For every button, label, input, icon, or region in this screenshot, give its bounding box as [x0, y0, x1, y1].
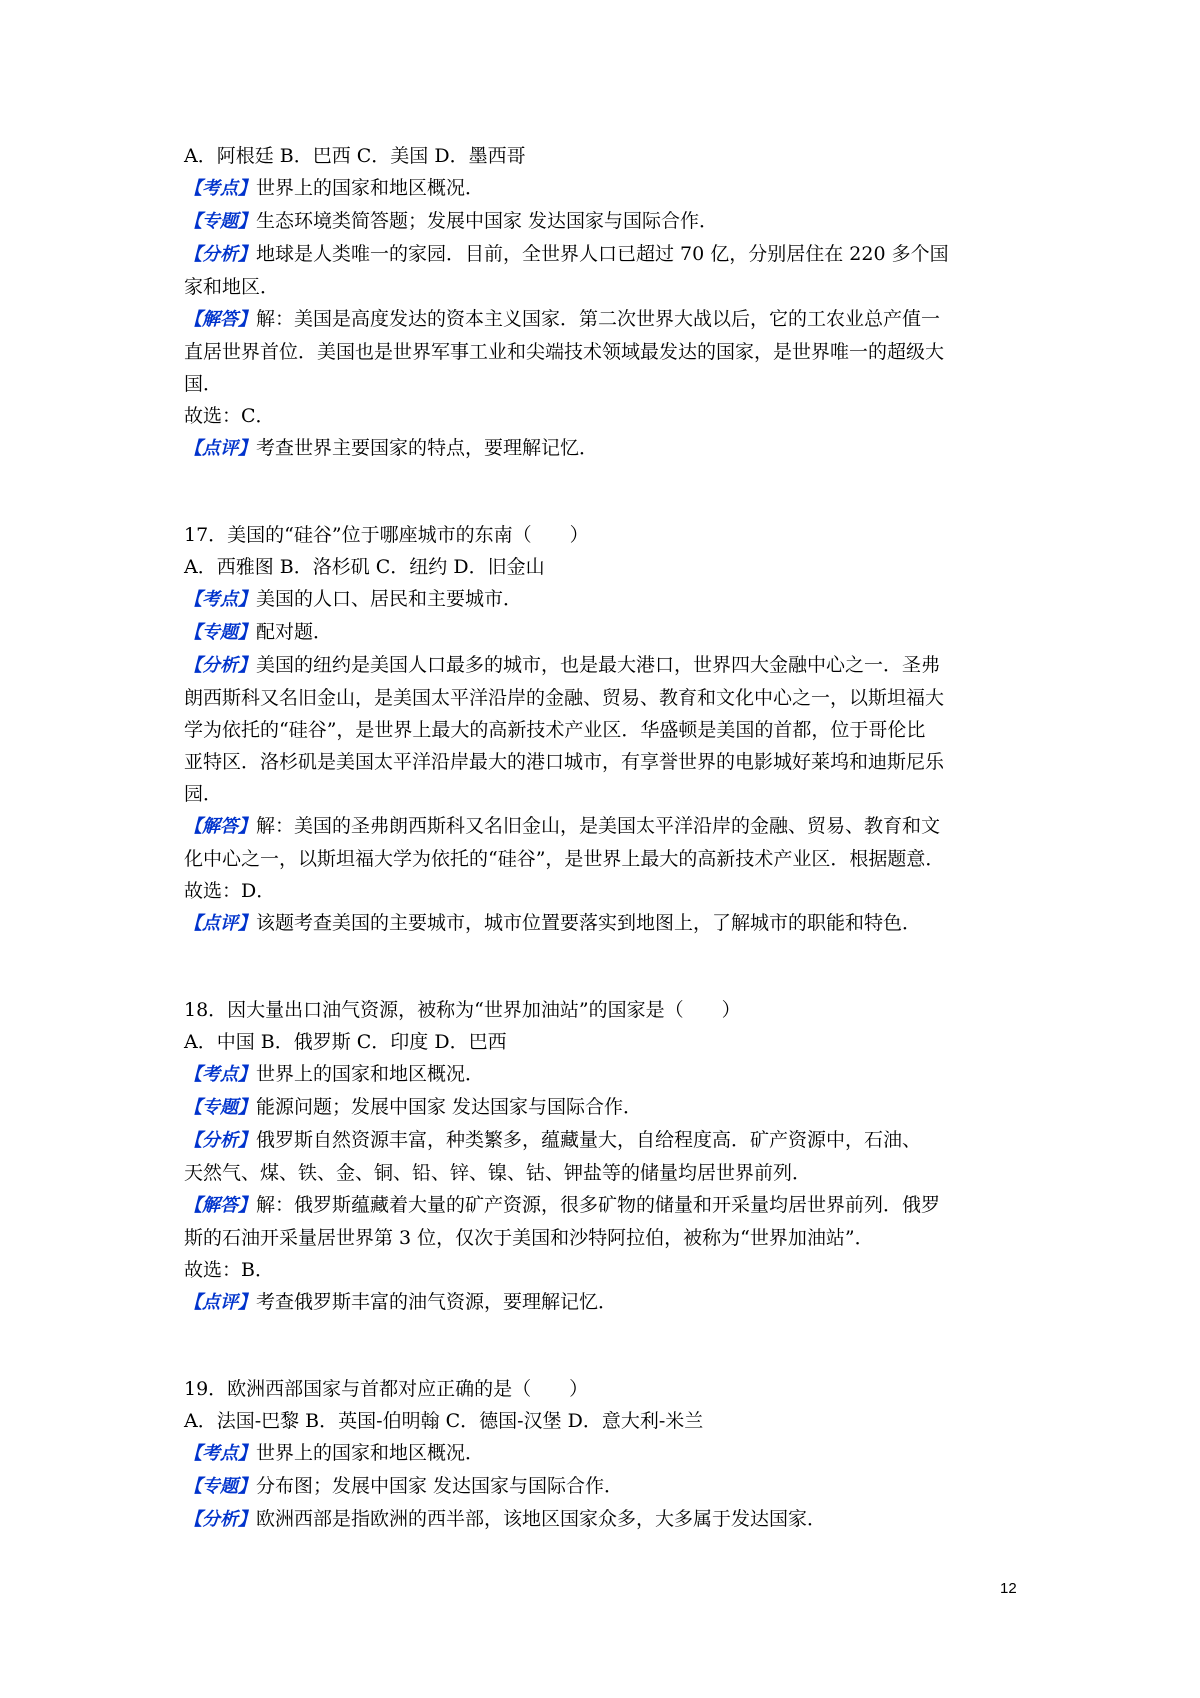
q17-kaodian-text: 美国的人口、居民和主要城市． [256, 588, 523, 610]
fenxi-tag: 【分析】 [184, 655, 256, 676]
page-content [184, 140, 1030, 1536]
q17-zhuanti [184, 616, 1030, 649]
jieda-tag: 【解答】 [184, 816, 256, 837]
kaodian-tag: 【考点】 [184, 1443, 256, 1464]
q17-dianping-text: 该题考查美国的主要城市，城市位置要落实到地图上，了解城市的职能和特色． [256, 912, 922, 934]
q16-jieda-line: 直居世界首位．美国也是世界军事工业和尖端技术领域最发达的国家，是世界唯一的超级大 [184, 341, 945, 363]
jieda-tag: 【解答】 [184, 1195, 256, 1216]
q17-dianping [184, 907, 1030, 940]
q18-dianping-text: 考查俄罗斯丰富的油气资源，要理解记忆． [256, 1291, 618, 1313]
q16-fenxi-line: 地球是人类唯一的家园．目前，全世界人口已超过 70 亿，分别居住在 220 多个国 [256, 243, 949, 265]
q17-answer: 故选：D． [184, 880, 276, 902]
kaodian-tag: 【考点】 [184, 1064, 256, 1085]
q17-zhuanti-text: 配对题． [256, 621, 333, 643]
q17-jieda-line: 解：美国的圣弗朗西斯科又名旧金山，是美国太平洋沿岸的金融、贸易、教育和文 [256, 815, 941, 837]
q16-answer: 故选：C． [184, 405, 275, 427]
q16-kaodian-text: 世界上的国家和地区概况． [256, 177, 485, 199]
q19-fenxi [184, 1503, 1030, 1536]
q19-question: 19．欧洲西部国家与首都对应正确的是（ ） [184, 1378, 589, 1400]
dianping-tag: 【点评】 [184, 913, 256, 934]
q18-fenxi-line: 俄罗斯自然资源丰富，种类繁多，蕴藏量大，自给程度高．矿产资源中，石油、 [256, 1129, 922, 1151]
q17-fenxi [184, 649, 1030, 682]
q17-fenxi-line: 美国的纽约是美国人口最多的城市，也是最大港口，世界四大金融中心之一．圣弗 [256, 654, 941, 676]
kaodian-tag: 【考点】 [184, 589, 256, 610]
q16-zhuanti-text: 生态环境类简答题；发展中国家 发达国家与国际合作． [256, 210, 719, 232]
q17-jieda [184, 810, 1030, 843]
dianping-tag: 【点评】 [184, 438, 256, 459]
q18-jieda-line: 解：俄罗斯蕴藏着大量的矿产资源，很多矿物的储量和开采量均居世界前列．俄罗 [256, 1194, 941, 1216]
q16-options: A．阿根廷 B．巴西 C．美国 D．墨西哥 [184, 145, 526, 167]
q18-zhuanti [184, 1091, 1030, 1124]
zhuanti-tag: 【专题】 [184, 622, 256, 643]
zhuanti-tag: 【专题】 [184, 211, 256, 232]
q16-dianping [184, 432, 1030, 465]
q19-options: A．法国-巴黎 B．英国-伯明翰 C．德国-汉堡 D．意大利-米兰 [184, 1410, 704, 1432]
kaodian-tag: 【考点】 [184, 178, 256, 199]
q19-fenxi-line: 欧洲西部是指欧洲的西半部，该地区国家众多，大多属于发达国家． [256, 1508, 827, 1530]
q17-fenxi-line: 亚特区．洛杉矶是美国太平洋沿岸最大的港口城市，有享誉世界的电影城好莱坞和迪斯尼乐 [184, 751, 945, 773]
page-number: 12 [1000, 1580, 1017, 1597]
q19-kaodian [184, 1437, 1030, 1470]
q18-dianping [184, 1286, 1030, 1319]
q16-jieda-line: 解：美国是高度发达的资本主义国家．第二次世界大战以后，它的工农业总产值一 [256, 308, 941, 330]
q18-question: 18．因大量出口油气资源，被称为“世界加油站”的国家是（ ） [184, 999, 741, 1021]
q18-zhuanti-text: 能源问题；发展中国家 发达国家与国际合作． [256, 1096, 643, 1118]
q18-kaodian-text: 世界上的国家和地区概况． [256, 1063, 485, 1085]
q17-kaodian [184, 583, 1030, 616]
zhuanti-tag: 【专题】 [184, 1476, 256, 1497]
q19-kaodian-text: 世界上的国家和地区概况． [256, 1442, 485, 1464]
q18-answer: 故选：B． [184, 1259, 274, 1281]
q17-fenxi-line: 园． [184, 783, 223, 805]
q18-options: A．中国 B．俄罗斯 C．印度 D．巴西 [184, 1031, 507, 1053]
q16-kaodian [184, 172, 1030, 205]
dianping-tag: 【点评】 [184, 1292, 256, 1313]
q17-fenxi-line: 朗西斯科又名旧金山，是美国太平洋沿岸的金融、贸易、教育和文化中心之一，以斯坦福大 [184, 687, 945, 709]
q17-options: A．西雅图 B．洛杉矶 C．纽约 D．旧金山 [184, 556, 545, 578]
q18-fenxi [184, 1124, 1030, 1157]
q17-question: 17．美国的“硅谷”位于哪座城市的东南（ ） [184, 524, 589, 546]
q19-zhuanti [184, 1470, 1030, 1503]
q16-jieda-line: 国． [184, 373, 223, 395]
q18-kaodian [184, 1058, 1030, 1091]
q18-jieda [184, 1189, 1030, 1222]
q16-dianping-text: 考查世界主要国家的特点，要理解记忆． [256, 437, 599, 459]
zhuanti-tag: 【专题】 [184, 1097, 256, 1118]
jieda-tag: 【解答】 [184, 309, 256, 330]
q16-fenxi [184, 238, 1030, 271]
q16-zhuanti [184, 205, 1030, 238]
q16-jieda [184, 303, 1030, 336]
q17-fenxi-line: 学为依托的“硅谷”，是世界上最大的高新技术产业区．华盛顿是美国的首都，位于哥伦比 [184, 719, 926, 741]
q16-fenxi-line: 家和地区． [184, 276, 280, 298]
fenxi-tag: 【分析】 [184, 1509, 256, 1530]
fenxi-tag: 【分析】 [184, 244, 256, 265]
q18-fenxi-line: 天然气、煤、铁、金、铜、铅、锌、镍、钴、钾盐等的储量均居世界前列． [184, 1162, 812, 1184]
q19-zhuanti-text: 分布图；发展中国家 发达国家与国际合作． [256, 1475, 624, 1497]
q17-jieda-line: 化中心之一，以斯坦福大学为依托的“硅谷”，是世界上最大的高新技术产业区．根据题意． [184, 848, 945, 870]
fenxi-tag: 【分析】 [184, 1130, 256, 1151]
q18-jieda-line: 斯的石油开采量居世界第 3 位，仅次于美国和沙特阿拉伯，被称为“世界加油站”． [184, 1227, 874, 1249]
